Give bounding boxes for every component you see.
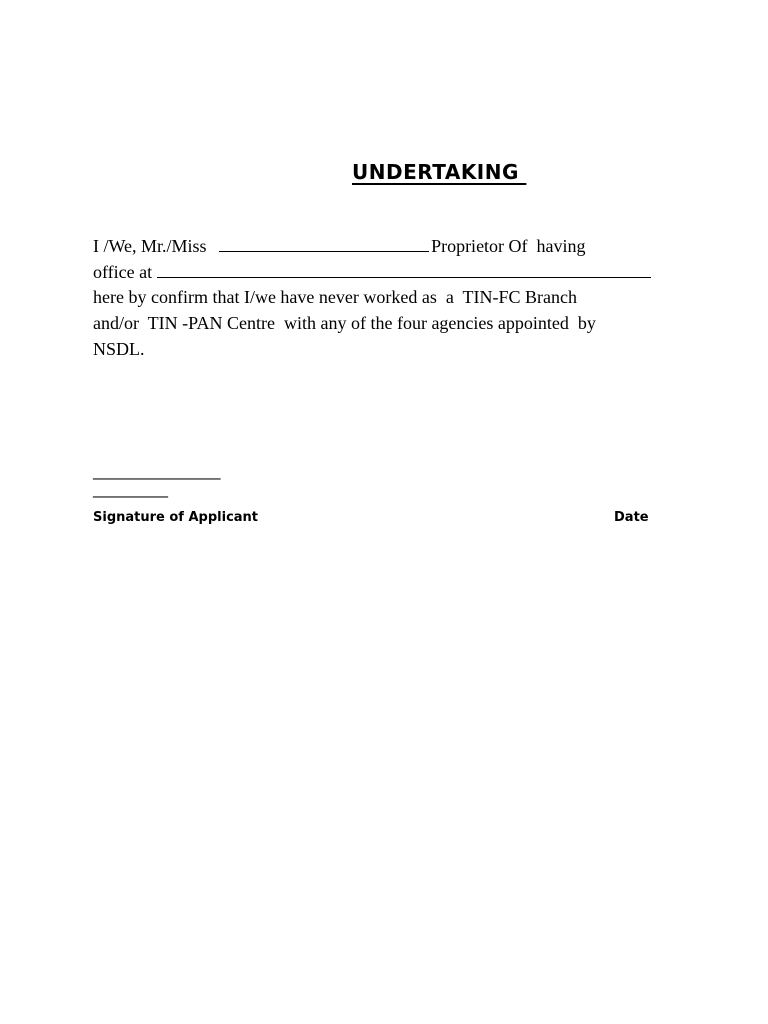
- office-prefix-text: office at: [93, 262, 153, 282]
- office-blank-field[interactable]: [157, 258, 651, 278]
- body-line-3: here by confirm that I/we have never worked as a TIN-FC Branch: [93, 287, 577, 307]
- name-blank-field[interactable]: [219, 232, 429, 252]
- body-line-5: NSDL.: [93, 339, 145, 359]
- body-line-1: [93, 232, 693, 258]
- document-title: UNDERTAKING: [352, 160, 527, 184]
- signature-underline-1: _________________: [93, 462, 221, 480]
- name-prefix-text: I /We, Mr./Miss: [93, 236, 212, 256]
- proprietor-text: Proprietor Of having: [431, 236, 586, 256]
- signature-of-applicant-label: Signature of Applicant: [93, 510, 259, 525]
- body-line-2: [93, 258, 693, 284]
- date-label: Date: [614, 510, 649, 525]
- signature-underline-2: __________: [93, 480, 168, 498]
- body-line-4: and/or TIN -PAN Centre with any of the four agencies appointed by: [93, 313, 596, 333]
- undertaking-body: [93, 232, 693, 362]
